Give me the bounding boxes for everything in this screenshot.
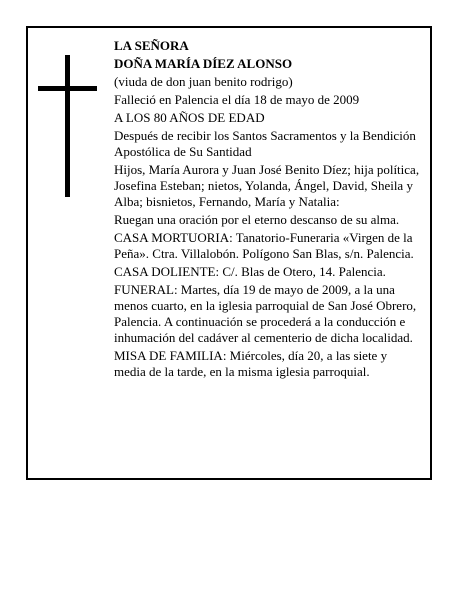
sacraments-line: Después de recibir los Santos Sacramentos y la Bendición Apostólica de Su Santidad: [114, 128, 416, 159]
subtitle: (viuda de don juan benito rodrigo): [114, 74, 293, 89]
misa-info: MISA DE FAMILIA: Miércoles, día 20, a las siete y media de la tarde, en la misma iglesia parroquial.: [114, 348, 388, 379]
cross-icon-bar: [38, 86, 97, 91]
age-line: A LOS 80 AÑOS DE EDAD: [114, 110, 265, 125]
obituary-text: [114, 38, 420, 382]
deceased-name: DOÑA MARÍA DÍEZ ALONSO: [114, 56, 293, 71]
prayer-line: Ruegan una oración por el eterno descanso de su alma.: [114, 212, 400, 227]
casa-doliente: CASA DOLIENTE: C/. Blas de Otero, 14. Palencia.: [114, 264, 386, 279]
title-line1: LA SEÑORA: [114, 38, 189, 53]
death-line: Falleció en Palencia el día 18 de mayo de 2009: [114, 92, 360, 107]
funeral-info: FUNERAL: Martes, día 19 de mayo de 2009, a la una menos cuarto, en la iglesia parroquial de San José Obrero, Palencia. A continuación se procederá a la conducción e inhumación del cadáver al cementerio de dicha localidad.: [114, 282, 417, 345]
family-line: Hijos, María Aurora y Juan José Benito Díez; hija política, Josefina Esteban; nietos, Yolanda, Ángel, David, Sheila y Alba; bisnietos, Fernando, María y Natalia:: [114, 162, 420, 209]
cross-icon: [65, 55, 70, 197]
casa-mortuoria: CASA MORTUORIA: Tanatorio-Funeraria «Virgen de la Peña». Ctra. Villalobón. Polígono San Blas, s/n. Palencia.: [114, 230, 414, 261]
